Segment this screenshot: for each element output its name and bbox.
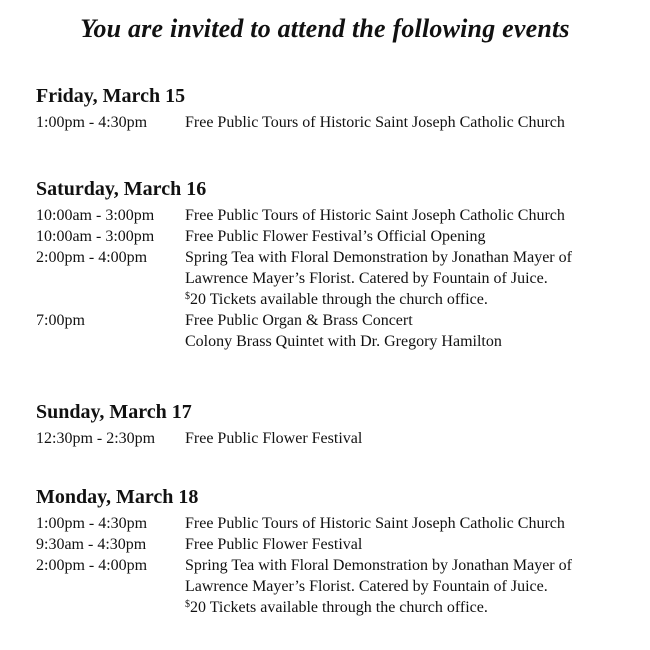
- event-row: [36, 534, 616, 555]
- event-row: [36, 310, 616, 352]
- dollar-sign: $: [185, 599, 190, 610]
- event-description-line: [185, 597, 616, 618]
- event-description: [185, 534, 616, 555]
- event-description-text: Free Public Flower Festival: [185, 430, 363, 447]
- event-description: [185, 226, 616, 247]
- day-heading: Saturday, March 16: [36, 178, 207, 200]
- day-section: [36, 177, 616, 352]
- day-section: [36, 485, 616, 618]
- event-description-text: Lawrence Mayer’s Florist. Catered by Fountain of Juice.: [185, 270, 548, 287]
- event-description-line: [185, 289, 616, 310]
- event-description-text: Free Public Flower Festival: [185, 536, 363, 553]
- event-description-line: [185, 205, 616, 226]
- event-description: [185, 112, 616, 133]
- day-heading: Sunday, March 17: [36, 401, 192, 423]
- event-description-text: 20 Tickets available through the church office.: [190, 599, 488, 616]
- event-description: [185, 247, 616, 310]
- event-description-text: Free Public Flower Festival’s Official Opening: [185, 228, 486, 245]
- event-row: [36, 513, 616, 534]
- event-time: 12:30pm - 2:30pm: [36, 430, 156, 447]
- event-description-line: [185, 555, 616, 576]
- day-section: [36, 400, 616, 449]
- event-time: 1:00pm - 4:30pm: [36, 114, 148, 131]
- event-time: 10:00am - 3:00pm: [36, 228, 155, 245]
- event-time: 2:00pm - 4:00pm: [36, 249, 148, 266]
- event-row: [36, 205, 616, 226]
- page-title: You are invited to attend the following events: [80, 14, 570, 43]
- event-description-line: [185, 226, 616, 247]
- event-list: [36, 428, 616, 449]
- event-time: 10:00am - 3:00pm: [36, 207, 155, 224]
- event-description-line: [185, 331, 616, 352]
- event-description-line: [185, 513, 616, 534]
- dollar-sign: $: [185, 291, 190, 302]
- event-description-line: [185, 247, 616, 268]
- event-description-text: Free Public Organ & Brass Concert: [185, 312, 413, 329]
- event-description-text: Spring Tea with Floral Demonstration by Jonathan Mayer of: [185, 249, 572, 266]
- event-description-line: [185, 576, 616, 597]
- event-description-text: Lawrence Mayer’s Florist. Catered by Fountain of Juice.: [185, 578, 548, 595]
- event-time: 7:00pm: [36, 312, 85, 329]
- event-description-text: Spring Tea with Floral Demonstration by Jonathan Mayer of: [185, 557, 572, 574]
- event-time: 9:30am - 4:30pm: [36, 536, 147, 553]
- event-time: 2:00pm - 4:00pm: [36, 557, 148, 574]
- event-list: [36, 205, 616, 352]
- event-description: [185, 555, 616, 618]
- event-row: [36, 555, 616, 618]
- day-heading: Monday, March 18: [36, 486, 199, 508]
- event-description-line: [185, 534, 616, 555]
- day-heading: Friday, March 15: [36, 85, 186, 107]
- event-list: [36, 513, 616, 618]
- event-description: [185, 310, 616, 352]
- event-description-text: Free Public Tours of Historic Saint Joseph Catholic Church: [185, 207, 565, 224]
- day-section: [36, 84, 616, 133]
- event-row: [36, 112, 616, 133]
- event-row: [36, 247, 616, 310]
- event-description-line: [185, 112, 616, 133]
- event-description: [185, 205, 616, 226]
- event-list: [36, 112, 616, 133]
- event-description: [185, 513, 616, 534]
- event-description-line: [185, 268, 616, 289]
- event-description-text: 20 Tickets available through the church office.: [190, 291, 488, 308]
- event-description-text: Free Public Tours of Historic Saint Joseph Catholic Church: [185, 114, 565, 131]
- event-description-text: Free Public Tours of Historic Saint Joseph Catholic Church: [185, 515, 565, 532]
- event-description-line: [185, 428, 616, 449]
- event-description-text: Colony Brass Quintet with Dr. Gregory Hamilton: [185, 333, 502, 350]
- event-row: [36, 226, 616, 247]
- event-description: [185, 428, 616, 449]
- event-row: [36, 428, 616, 449]
- event-time: 1:00pm - 4:30pm: [36, 515, 148, 532]
- event-description-line: [185, 310, 616, 331]
